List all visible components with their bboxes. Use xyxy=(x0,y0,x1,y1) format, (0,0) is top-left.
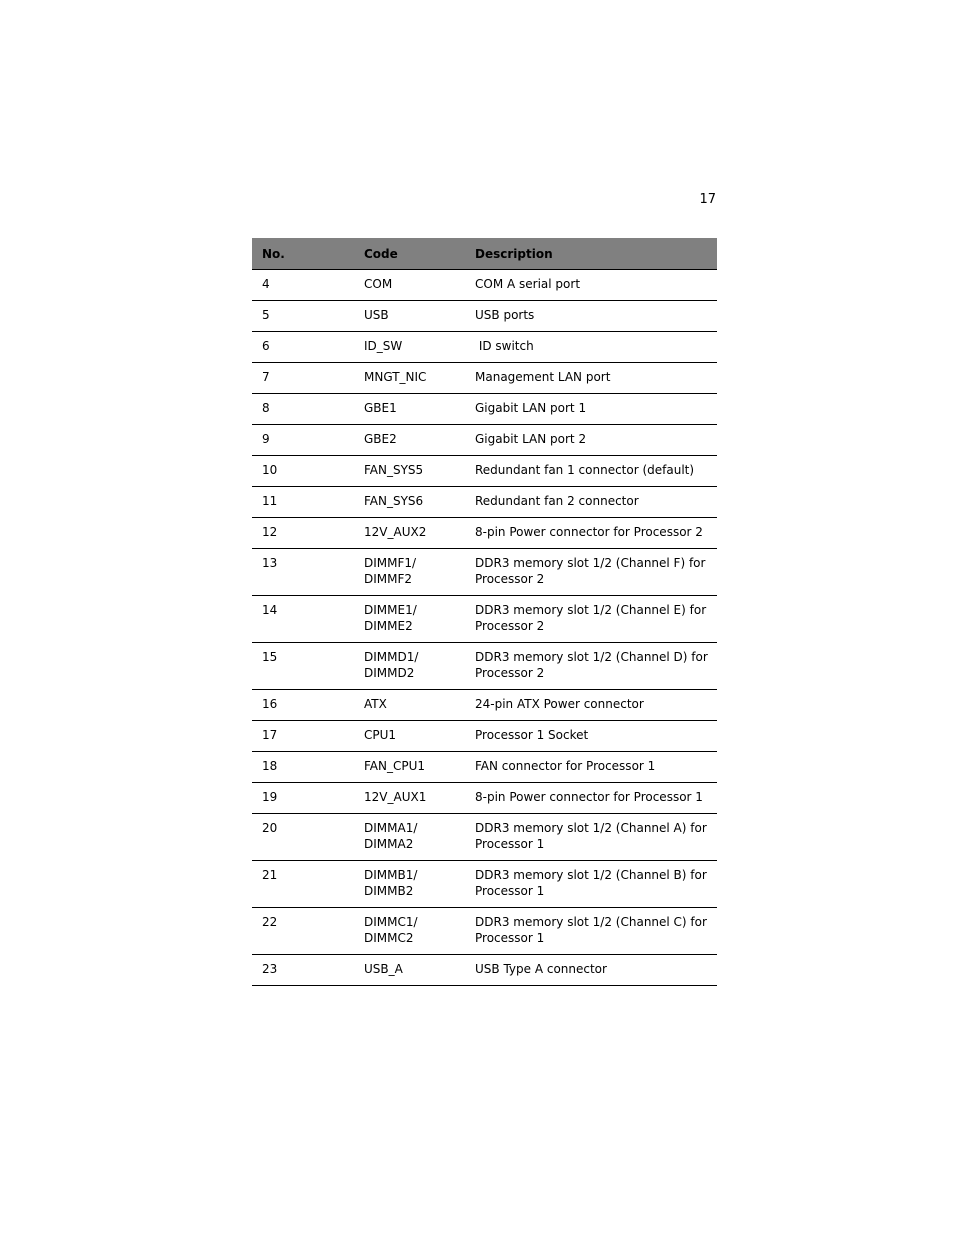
cell-no: 23 xyxy=(262,962,278,976)
description-line: COM A serial port xyxy=(475,277,581,291)
table-row xyxy=(252,270,717,301)
code-line: DIMMB2 xyxy=(364,884,414,898)
code-line: DIMMD2 xyxy=(364,666,415,680)
cell-code xyxy=(364,649,474,684)
code-line: COM xyxy=(364,277,393,291)
cell-description xyxy=(474,867,717,902)
description-line: DDR3 memory slot 1/2 (Channel C) for xyxy=(475,915,707,929)
code-line: 12V_AUX1 xyxy=(364,790,427,804)
code-line: ATX xyxy=(364,697,387,711)
description-line: Gigabit LAN port 1 xyxy=(475,401,587,415)
cell-description xyxy=(474,493,717,512)
cell-description xyxy=(474,400,717,419)
cell-description xyxy=(474,462,717,481)
cell-no: 21 xyxy=(262,868,278,882)
description-line: Gigabit LAN port 2 xyxy=(475,432,587,446)
description-line: Management LAN port xyxy=(475,370,611,384)
code-line: FAN_SYS5 xyxy=(364,463,424,477)
description-line: DDR3 memory slot 1/2 (Channel D) for xyxy=(475,650,708,664)
cell-no: 18 xyxy=(262,759,278,773)
cell-description xyxy=(474,914,717,949)
cell-description xyxy=(474,555,717,590)
code-line: DIMMA2 xyxy=(364,837,414,851)
cell-code xyxy=(364,914,474,949)
code-line: GBE2 xyxy=(364,432,397,446)
cell-code xyxy=(364,493,474,512)
cell-code xyxy=(364,431,474,450)
cell-description xyxy=(474,307,717,326)
description-line: Processor 1 xyxy=(475,884,545,898)
cell-code xyxy=(364,789,474,808)
description-line: Processor 2 xyxy=(475,619,545,633)
cell-description xyxy=(474,338,717,357)
cell-no: 4 xyxy=(262,277,270,291)
code-line: DIMMC2 xyxy=(364,931,414,945)
cell-description xyxy=(474,789,717,808)
cell-no: 22 xyxy=(262,915,278,929)
code-line: DIMMF2 xyxy=(364,572,413,586)
table-row xyxy=(252,518,717,549)
table-row xyxy=(252,363,717,394)
code-line: USB xyxy=(364,308,389,322)
code-line: USB_A xyxy=(364,962,403,976)
description-line: Processor 1 Socket xyxy=(475,728,589,742)
cell-no: 12 xyxy=(262,525,278,539)
table-row xyxy=(252,955,717,986)
cell-code xyxy=(364,555,474,590)
cell-code xyxy=(364,524,474,543)
description-line: Redundant fan 1 connector (default) xyxy=(475,463,695,477)
table-row xyxy=(252,596,717,643)
table-row xyxy=(252,690,717,721)
cell-code xyxy=(364,462,474,481)
description-line: DDR3 memory slot 1/2 (Channel F) for xyxy=(475,556,706,570)
cell-description xyxy=(474,727,717,746)
cell-no: 16 xyxy=(262,697,278,711)
table-row xyxy=(252,861,717,908)
code-line: CPU1 xyxy=(364,728,397,742)
table-row xyxy=(252,908,717,955)
code-line: DIMMF1/ xyxy=(364,556,417,570)
code-line: DIMMA1/ xyxy=(364,821,418,835)
description-line: USB Type A connector xyxy=(475,962,607,976)
cell-code xyxy=(364,369,474,388)
code-line: DIMMD1/ xyxy=(364,650,419,664)
cell-description xyxy=(474,961,717,980)
cell-no: 13 xyxy=(262,556,278,570)
code-line: 12V_AUX2 xyxy=(364,525,427,539)
cell-no: 17 xyxy=(262,728,278,742)
header-no: No. xyxy=(262,246,285,261)
description-line: DDR3 memory slot 1/2 (Channel B) for xyxy=(475,868,707,882)
cell-description xyxy=(474,431,717,450)
cell-code xyxy=(364,338,474,357)
table-row xyxy=(252,487,717,518)
table-body xyxy=(252,270,717,986)
cell-description xyxy=(474,758,717,777)
header-code: Code xyxy=(364,246,398,261)
cell-no: 5 xyxy=(262,308,270,322)
table-header-row xyxy=(252,238,717,270)
table-row xyxy=(252,332,717,363)
table-row xyxy=(252,721,717,752)
cell-code xyxy=(364,867,474,902)
table-row xyxy=(252,425,717,456)
cell-code xyxy=(364,727,474,746)
cell-description xyxy=(474,602,717,637)
table-row xyxy=(252,301,717,332)
cell-no: 7 xyxy=(262,370,270,384)
code-line: DIMME2 xyxy=(364,619,413,633)
cell-code xyxy=(364,696,474,715)
cell-code xyxy=(364,820,474,855)
table-row xyxy=(252,456,717,487)
connector-table xyxy=(252,238,717,986)
table-row xyxy=(252,783,717,814)
cell-code xyxy=(364,276,474,295)
cell-no: 6 xyxy=(262,339,270,353)
cell-description xyxy=(474,649,717,684)
code-line: ID_SW xyxy=(364,339,403,353)
cell-no: 19 xyxy=(262,790,278,804)
cell-no: 9 xyxy=(262,432,270,446)
cell-code xyxy=(364,758,474,777)
description-line: Processor 1 xyxy=(475,837,545,851)
cell-description xyxy=(474,524,717,543)
table-row xyxy=(252,752,717,783)
description-line: 8-pin Power connector for Processor 2 xyxy=(475,525,703,539)
description-line: Processor 2 xyxy=(475,572,545,586)
description-line: 24-pin ATX Power connector xyxy=(475,697,644,711)
cell-description xyxy=(474,276,717,295)
cell-no: 15 xyxy=(262,650,278,664)
cell-code xyxy=(364,307,474,326)
code-line: GBE1 xyxy=(364,401,397,415)
header-description: Description xyxy=(475,246,553,261)
cell-description xyxy=(474,696,717,715)
code-line: FAN_CPU1 xyxy=(364,759,426,773)
code-line: DIMMC1/ xyxy=(364,915,418,929)
description-line: Processor 1 xyxy=(475,931,545,945)
description-line: 8-pin Power connector for Processor 1 xyxy=(475,790,703,804)
table-row xyxy=(252,394,717,425)
description-line: FAN connector for Processor 1 xyxy=(475,759,656,773)
cell-no: 14 xyxy=(262,603,278,617)
code-line: FAN_SYS6 xyxy=(364,494,424,508)
table-row xyxy=(252,814,717,861)
table-row xyxy=(252,643,717,690)
cell-description xyxy=(474,369,717,388)
description-line: Redundant fan 2 connector xyxy=(475,494,639,508)
description-line: Processor 2 xyxy=(475,666,545,680)
cell-code xyxy=(364,400,474,419)
code-line: DIMMB1/ xyxy=(364,868,418,882)
description-line: DDR3 memory slot 1/2 (Channel E) for xyxy=(475,603,707,617)
cell-description xyxy=(474,820,717,855)
cell-code xyxy=(364,602,474,637)
description-line: ID switch xyxy=(475,339,534,353)
table-row xyxy=(252,549,717,596)
cell-code xyxy=(364,961,474,980)
cell-no: 8 xyxy=(262,401,270,415)
description-line: USB ports xyxy=(475,308,535,322)
cell-no: 10 xyxy=(262,463,278,477)
code-line: MNGT_NIC xyxy=(364,370,427,384)
cell-no: 11 xyxy=(262,494,278,508)
description-line: DDR3 memory slot 1/2 (Channel A) for xyxy=(475,821,707,835)
page-number: 17 xyxy=(699,192,716,207)
cell-no: 20 xyxy=(262,821,278,835)
code-line: DIMME1/ xyxy=(364,603,417,617)
